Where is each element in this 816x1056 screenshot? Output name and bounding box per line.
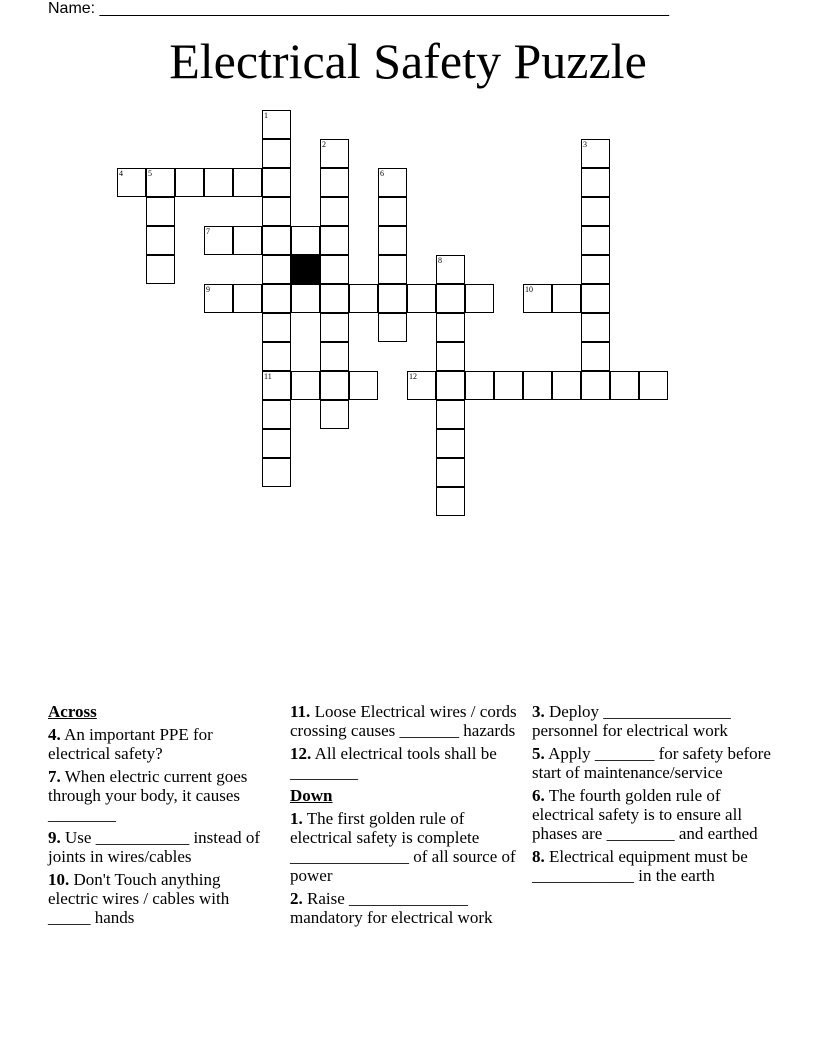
clue-number-label: 3 xyxy=(583,140,587,149)
grid-cell[interactable] xyxy=(378,255,407,284)
clue-number-label: 8 xyxy=(438,256,442,265)
grid-cell[interactable] xyxy=(523,371,552,400)
grid-cell[interactable] xyxy=(610,371,639,400)
clue-number-label: 4 xyxy=(119,169,123,178)
grid-cell[interactable] xyxy=(581,313,610,342)
grid-cell[interactable] xyxy=(175,168,204,197)
clue-number-label: 11 xyxy=(264,372,272,381)
grid-cell[interactable] xyxy=(320,284,349,313)
grid-cell[interactable] xyxy=(320,255,349,284)
grid-cell[interactable] xyxy=(146,168,175,197)
clue-column-2 xyxy=(290,702,525,931)
grid-cell[interactable] xyxy=(262,313,291,342)
grid-cell[interactable] xyxy=(581,139,610,168)
grid-cell[interactable] xyxy=(320,400,349,429)
clue-down-8: 8. Electrical equipment must be ____________ in the earth xyxy=(532,847,748,885)
clue-across-7: 7. When electric current goes through your body, it causes ________ xyxy=(48,767,248,824)
grid-cell[interactable] xyxy=(581,284,610,313)
grid-cell[interactable] xyxy=(494,371,523,400)
clue-down-6: 6. The fourth golden rule of electrical safety is to ensure all phases are ________ and earthed xyxy=(532,786,758,843)
grid-cell[interactable] xyxy=(581,226,610,255)
clue-number-label: 6 xyxy=(380,169,384,178)
grid-cell[interactable] xyxy=(117,168,146,197)
grid-cell[interactable] xyxy=(407,284,436,313)
page-title: Electrical Safety Puzzle xyxy=(169,33,647,89)
grid-cell[interactable] xyxy=(378,168,407,197)
grid-cell[interactable] xyxy=(436,487,465,516)
grid-cell[interactable] xyxy=(262,255,291,284)
grid-cell[interactable] xyxy=(581,197,610,226)
grid-cell[interactable] xyxy=(378,197,407,226)
grid-cell[interactable] xyxy=(581,255,610,284)
grid-cell[interactable] xyxy=(320,168,349,197)
grid-cell[interactable] xyxy=(436,342,465,371)
clue-across-9: 9. Use ___________ instead of joints in wires/cables xyxy=(48,828,261,866)
grid-cell[interactable] xyxy=(320,197,349,226)
grid-cell[interactable] xyxy=(291,226,320,255)
grid-cell[interactable] xyxy=(262,197,291,226)
clue-number-label: 7 xyxy=(206,227,210,236)
grid-cell[interactable] xyxy=(436,429,465,458)
across-heading: Across xyxy=(48,702,97,721)
grid-cell[interactable] xyxy=(262,458,291,487)
grid-cell[interactable] xyxy=(233,168,262,197)
grid-cell[interactable] xyxy=(436,313,465,342)
grid-cell[interactable] xyxy=(204,168,233,197)
clue-across-10: 10. Don't Touch anything electric wires / cables with _____ hands xyxy=(48,870,230,927)
clue-number-label: 9 xyxy=(206,285,210,294)
grid-cell[interactable] xyxy=(146,197,175,226)
clue-across-4: 4. An important PPE for electrical safety? xyxy=(48,725,213,763)
clue-across-12: 12. All electrical tools shall be ________ xyxy=(290,744,497,782)
grid-cell[interactable] xyxy=(552,371,581,400)
grid-cell[interactable] xyxy=(262,139,291,168)
grid-cell[interactable] xyxy=(552,284,581,313)
grid-cell[interactable] xyxy=(320,313,349,342)
grid-cell[interactable] xyxy=(320,139,349,168)
grid-cell[interactable] xyxy=(233,284,262,313)
name-line: Name: ________________________________________________________________ xyxy=(48,0,670,17)
clue-number-label: 12 xyxy=(409,372,417,381)
clue-number-label: 5 xyxy=(148,169,152,178)
grid-cell[interactable] xyxy=(204,284,233,313)
grid-cell[interactable] xyxy=(233,226,262,255)
grid-cell[interactable] xyxy=(146,255,175,284)
clue-down-3: 3. Deploy _______________ personnel for electrical work xyxy=(532,702,731,740)
grid-cell[interactable] xyxy=(378,313,407,342)
grid-cell[interactable] xyxy=(436,371,465,400)
grid-cell[interactable] xyxy=(581,342,610,371)
grid-cell[interactable] xyxy=(436,400,465,429)
grid-cell[interactable] xyxy=(262,400,291,429)
grid-cell[interactable] xyxy=(436,458,465,487)
grid-cell[interactable] xyxy=(349,371,378,400)
clue-column-1 xyxy=(48,702,273,931)
clue-down-5: 5. Apply _______ for safety before start of maintenance/service xyxy=(532,744,771,782)
grid-cell[interactable] xyxy=(262,284,291,313)
grid-black-cell xyxy=(291,255,320,284)
clue-across-11: 11. Loose Electrical wires / cords crossing causes _______ hazards xyxy=(290,702,517,740)
grid-cell[interactable] xyxy=(581,371,610,400)
grid-cell[interactable] xyxy=(262,429,291,458)
clue-number-label: 10 xyxy=(525,285,533,294)
grid-cell[interactable] xyxy=(523,284,552,313)
grid-cell[interactable] xyxy=(581,168,610,197)
grid-cell[interactable] xyxy=(262,168,291,197)
grid-cell[interactable] xyxy=(349,284,378,313)
grid-cell[interactable] xyxy=(436,284,465,313)
grid-cell[interactable] xyxy=(262,110,291,139)
grid-cell[interactable] xyxy=(320,371,349,400)
grid-cell[interactable] xyxy=(291,371,320,400)
grid-cell[interactable] xyxy=(465,284,494,313)
grid-cell[interactable] xyxy=(436,255,465,284)
grid-cell[interactable] xyxy=(320,226,349,255)
grid-cell[interactable] xyxy=(262,226,291,255)
grid-cell[interactable] xyxy=(320,342,349,371)
grid-cell[interactable] xyxy=(146,226,175,255)
clue-down-2: 2. Raise ______________ mandatory for electrical work xyxy=(290,889,493,927)
down-heading: Down xyxy=(290,786,333,805)
clue-number-label: 2 xyxy=(322,140,326,149)
clue-down-1: 1. The first golden rule of electrical safety is complete ______________ of all source of power xyxy=(290,809,516,885)
clue-column-3 xyxy=(532,702,772,889)
grid-cell[interactable] xyxy=(291,284,320,313)
grid-cell[interactable] xyxy=(204,226,233,255)
grid-cell[interactable] xyxy=(465,371,494,400)
grid-cell[interactable] xyxy=(262,371,291,400)
grid-cell[interactable] xyxy=(639,371,668,400)
clue-number-label: 1 xyxy=(264,111,268,120)
grid-cell[interactable] xyxy=(378,226,407,255)
grid-cell[interactable] xyxy=(262,342,291,371)
grid-cell[interactable] xyxy=(378,284,407,313)
grid-cell[interactable] xyxy=(407,371,436,400)
